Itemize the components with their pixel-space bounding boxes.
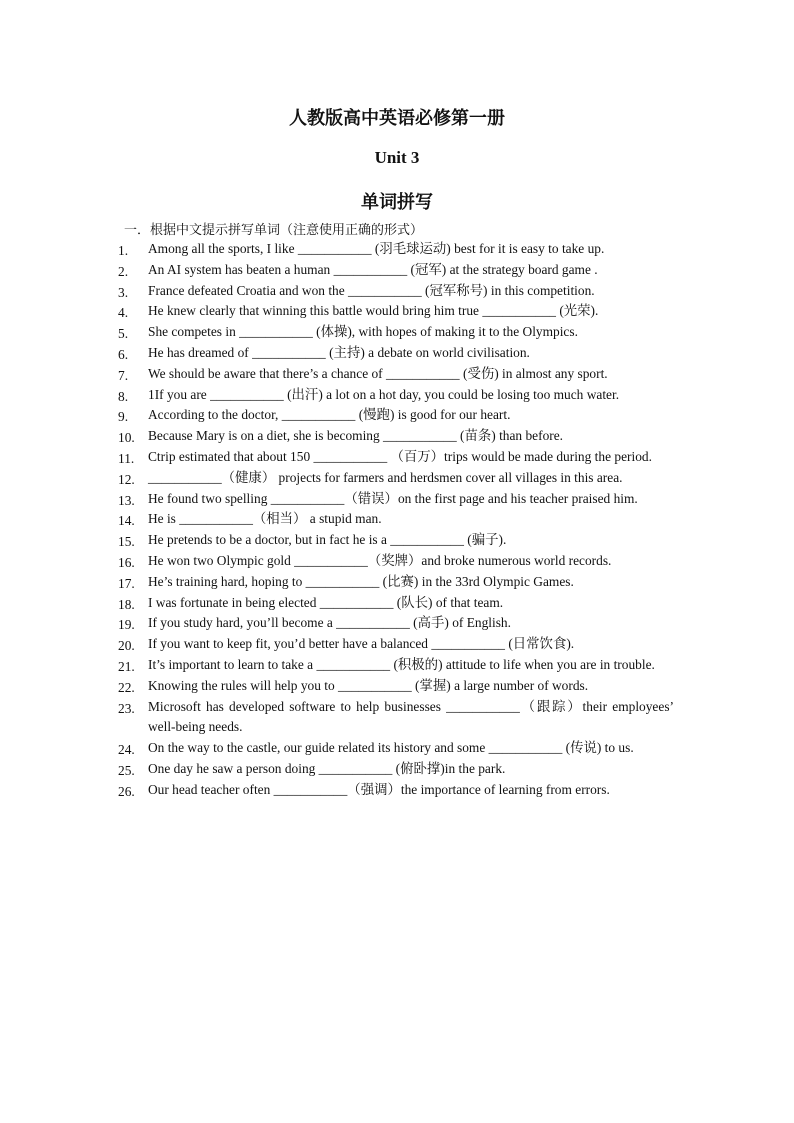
exercise-number: 11. [118,450,135,466]
exercise-sentence: It’s important to learn to take a ___________ (积极的) attitude to life when you are in trouble. [148,656,655,672]
exercise-number: 2. [118,263,129,279]
exercise-number: 19. [118,617,135,633]
exercise-number: 15. [118,534,135,550]
exercise-item [118,613,674,634]
exercise-item [118,759,674,780]
exercise-number: 6. [118,346,129,362]
exercise-sentence: An AI system has beaten a human ___________ (冠军) at the strategy board game . [148,261,598,277]
exercise-sentence: She competes in ___________ (体操), with hopes of making it to the Olympics. [148,324,578,340]
exercise-number: 4. [118,305,129,321]
exercise-number: 16. [118,554,135,570]
exercise-sentence: He knew clearly that winning this battle would bring him true ___________ (光荣). [148,303,599,319]
exercise-number: 14. [118,513,135,529]
exercise-item [118,239,674,260]
unit-heading: Unit 3 [374,148,420,167]
exercise-sentence: If you want to keep fit, you’d better have a balanced ___________ (日常饮食). [148,636,575,652]
exercise-item [118,634,674,655]
exercise-item [118,572,674,593]
exercise-sentence: He found two spelling ___________（错误）on the first page and his teacher praised him. [148,490,638,506]
exercise-number: 8. [118,388,129,404]
exercise-item [118,426,674,447]
exercise-sentence: He pretends to be a doctor, but in fact he is a ___________ (骗子). [148,532,507,548]
exercise-number: 25. [118,762,135,778]
exercise-sentence: Microsoft has developed software to help businesses ___________（跟踪）their employees’ well-being needs. [148,698,674,735]
exercise-number: 5. [118,326,129,342]
exercise-item [118,655,674,676]
exercise-number: 20. [118,638,135,654]
exercise-list [118,239,674,801]
exercise-item [118,489,674,510]
exercise-sentence: On the way to the castle, our guide related its history and some ___________ (传说) to us. [148,740,634,756]
exercise-item [118,509,674,530]
exercise-sentence: He won two Olympic gold ___________（奖牌）and broke numerous world records. [148,552,612,568]
exercise-number: 17. [118,575,135,591]
exercise-number: 26. [118,783,135,799]
exercise-number: 7. [118,367,129,383]
exercise-item [118,260,674,281]
exercise-number: 24. [118,742,135,758]
exercise-number: 10. [118,430,135,446]
exercise-item [118,364,674,385]
exercise-sentence: I was fortunate in being elected ___________ (队长) of that team. [148,594,504,610]
exercise-number: 21. [118,658,135,674]
exercise-sentence: According to the doctor, ___________ (慢跑) is good for our heart. [148,407,511,423]
exercise-sentence: Ctrip estimated that about 150 ___________ （百万）trips would be made during the period. [148,448,652,464]
exercise-item [118,468,674,489]
exercise-item [118,676,674,697]
exercise-number: 18. [118,596,135,612]
exercise-number: 9. [118,409,129,425]
exercise-item [118,780,674,801]
exercise-item [118,593,674,614]
exercise-sentence: One day he saw a person doing ___________ (俯卧撑)in the park. [148,760,506,776]
exercise-sentence: He’s training hard, hoping to ___________ (比赛) in the 33rd Olympic Games. [148,573,574,589]
exercise-item [118,447,674,468]
exercise-sentence: We should be aware that there’s a chance of ___________ (受伤) in almost any sport. [148,365,608,381]
exercise-item [118,301,674,322]
exercise-item [118,405,674,426]
page-title: 人教版高中英语必修第一册 [289,108,505,129]
exercise-number: 22. [118,679,135,695]
exercise-number: 1. [118,243,129,258]
exercise-item [118,343,674,364]
exercise-number: 23. [118,700,135,716]
exercise-sentence: If you study hard, you’ll become a ___________ (高手) of English. [148,615,511,631]
section-heading: 单词拼写 [361,192,433,213]
exercise-item [118,738,674,759]
instruction-text: 一．根据中文提示拼写单词（注意使用正确的形式） [124,223,424,238]
exercise-sentence: France defeated Croatia and won the ___________ (冠军称号) in this competition. [148,282,595,298]
exercise-item [118,385,674,406]
exercise-sentence: He is ___________（相当） a stupid man. [148,511,382,527]
exercise-item [118,697,674,739]
exercise-item [118,551,674,572]
exercise-sentence: Our head teacher often ___________（强调）the importance of learning from errors. [148,781,610,797]
exercise-sentence: Among all the sports, I like ___________ (羽毛球运动) best for it is easy to take up. [148,241,605,256]
exercise-number: 12. [118,471,135,487]
exercise-sentence: ___________（健康） projects for farmers and herdsmen cover all villages in this area. [148,469,623,485]
exercise-number: 3. [118,284,129,300]
exercise-sentence: He has dreamed of ___________ (主持) a debate on world civilisation. [148,344,530,360]
exercise-sentence: 1If you are ___________ (出汗) a lot on a hot day, you could be losing too much water. [148,386,620,402]
exercise-sentence: Knowing the rules will help you to ___________ (掌握) a large number of words. [148,677,589,693]
exercise-item [118,322,674,343]
exercise-item [118,281,674,302]
exercise-item [118,530,674,551]
exercise-number: 13. [118,492,135,508]
exercise-sentence: Because Mary is on a diet, she is becoming ___________ (苗条) than before. [148,428,564,444]
